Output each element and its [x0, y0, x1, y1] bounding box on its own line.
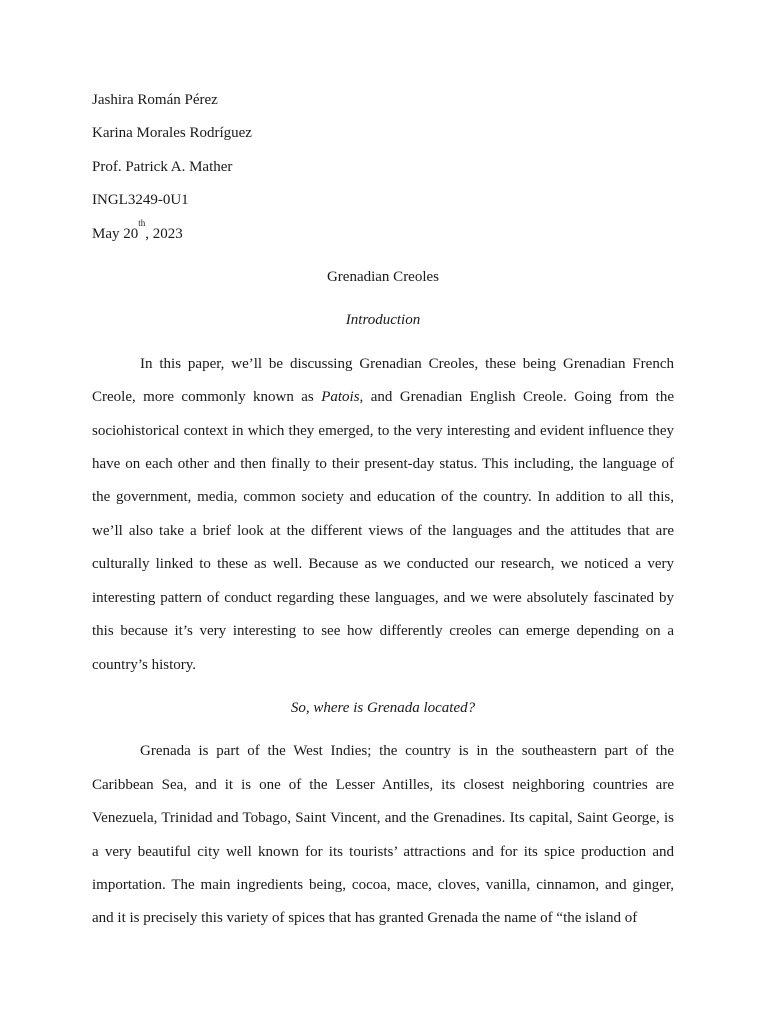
document-date: [92, 218, 674, 251]
date-ordinal-suffix: th: [138, 217, 146, 228]
intro-text-part-2: , and Grenadian English Creole. Going from the sociohistorical context in which they emerged, to the very interesting and evident influence they have on each other and then finally to their present-day status. This including, the language of the government, media, common society and education of the country. In addition to all this, we’ll also take a brief look at the different views of the languages and the attitudes that are culturally linked to these as well. Because as we conducted our research, we noticed a very interesting pattern of conduct regarding these languages, and we were absolutely fascinated by this because it’s very interesting to see how differently creoles can emerge depending on a country’s history.: [92, 389, 674, 673]
section-heading-introduction: Introduction: [345, 312, 421, 329]
date-year: , 2023: [145, 225, 183, 242]
location-paragraph: Grenada is part of the West Indies; the country is in the southeastern part of the Caribbean Sea, and it is one of the Lesser Antilles, its closest neighboring countries are Venezuela, Trinidad and Tobago, Saint Vincent, and the Grenadines. Its capital, Saint George, is a very beautiful city well known for its tourists’ attractions and for its spice production and importation. The main ingredients being, cocoa, mace, cloves, vanilla, cinnamon, and ginger, and it is precisely this variety of spices that has granted Grenada the name of “the island of: [92, 743, 674, 927]
document-body: [92, 84, 674, 936]
professor-name: Prof. Patrick A. Mather: [92, 158, 233, 175]
author-name-1: Jashira Román Pérez: [92, 92, 218, 108]
author-name-2: Karina Morales Rodríguez: [92, 125, 252, 142]
section-heading-location: So, where is Grenada located?: [290, 699, 476, 716]
intro-emphasis-patois: Patois: [321, 389, 360, 406]
date-main: May 20: [92, 225, 139, 242]
introduction-paragraph: [92, 348, 674, 682]
course-code: INGL3249-0U1: [92, 192, 189, 209]
intro-text-part-1: In this paper, we’ll be discussing Grenadian Creoles, these being Grenadian French Creole, more commonly known as: [92, 355, 674, 406]
document-title: Grenadian Creoles: [326, 269, 440, 286]
document-header: [92, 84, 674, 251]
